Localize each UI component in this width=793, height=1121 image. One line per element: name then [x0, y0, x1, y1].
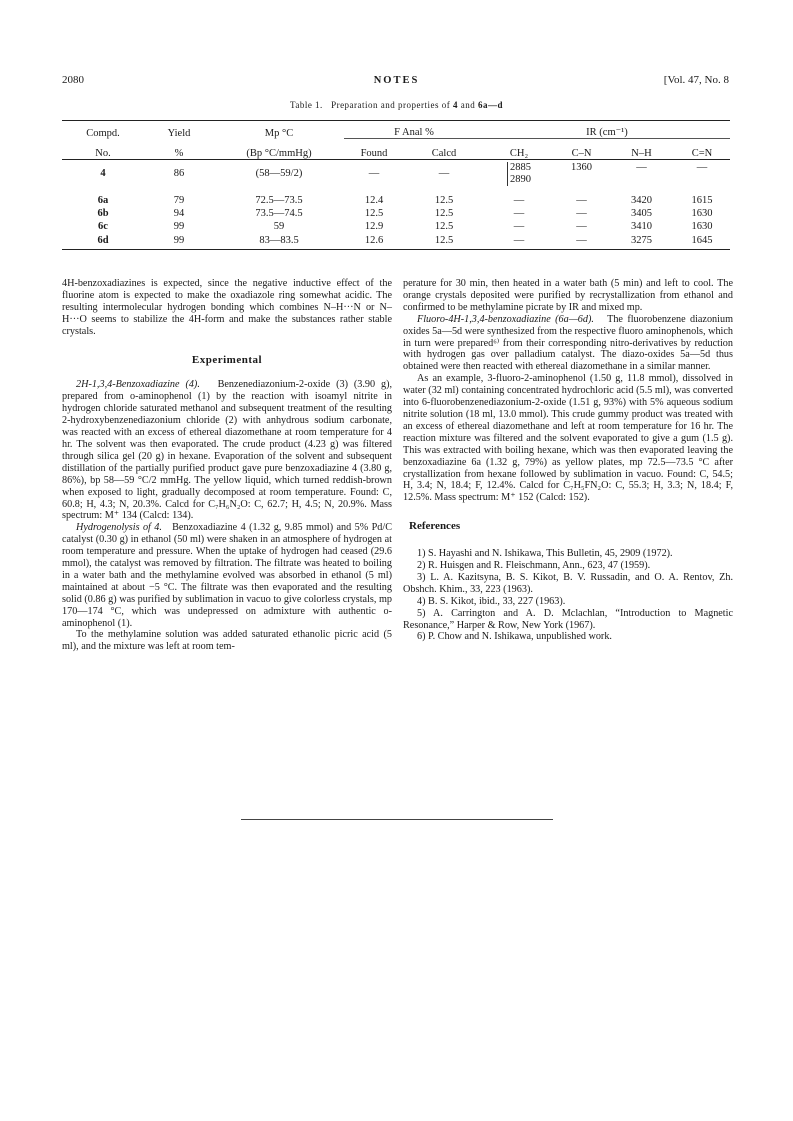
table-caption-compound-2: 6a—d: [478, 100, 504, 110]
volume-info: [Vol. 47, No. 8: [663, 74, 729, 86]
right-column: [403, 278, 733, 643]
reference-item: 2) R. Huisgen and R. Fleischmann, Ann., 623, 47 (1959).: [417, 560, 651, 572]
cell-mp: 83—83.5: [214, 234, 344, 250]
cell-compd: 6a: [97, 195, 109, 207]
table-caption-and: and: [460, 100, 476, 110]
header-c-n-double: C=N: [674, 139, 730, 160]
header-yield: Yield: [144, 121, 214, 139]
running-title: NOTES: [373, 75, 420, 86]
cell-ch2: [484, 160, 554, 187]
cell-nh: 3410: [631, 221, 652, 233]
cell-found: 12.9: [364, 221, 384, 233]
paragraph-hydrogenolysis: [62, 522, 392, 629]
left-column: [62, 278, 392, 653]
cell-mp: (58—59/2): [255, 167, 303, 179]
cell-ch2: —: [484, 234, 554, 250]
cell-yield: 79: [173, 195, 185, 207]
cell-ch2: —: [513, 221, 525, 233]
cell-found: 12.4: [364, 195, 384, 207]
header-mp: Mp °C: [214, 121, 344, 139]
cell-yield: 86: [173, 167, 185, 179]
cell-compd: 4: [100, 167, 106, 179]
cell-cn: 1360: [571, 162, 592, 173]
cell-nh: 3275: [609, 234, 674, 250]
header-yield-unit: %: [144, 139, 214, 160]
header-bp: (Bp °C/mmHg): [214, 139, 344, 160]
paragraph-benzoxadiazine: [62, 379, 392, 522]
cell-cn: —: [554, 234, 609, 250]
header-cn: C–N: [554, 139, 609, 160]
table-caption-text: Preparation and properties of: [331, 100, 451, 110]
paragraph-heading: 2H-1,3,4-Benzoxadiazine (4).: [76, 379, 200, 391]
cell-calcd: 12.5: [434, 221, 454, 233]
header-f-anal: F Anal %: [344, 121, 484, 139]
paragraph-text: Benzenediazonium-2-oxide (3) (3.90 g), prepared from o-aminophenol (1) by the reaction with isoamyl nitrite in hydrogen chloride saturated methanol and subsequent treatment of the resulting 2-hydroxybenzenediazonium chloride (2) with anhydrous sodium carbonate, was reacted with an excess of ethereal diazomethane at room temperature for 4 hr. The solvent was then evaporated. The crude product (4.23 g) was filtered through silica gel (20 g) in hexane. Evaporation of the solvent and subsequent distillation of the partially purified product gave pure benzoxadiazine 4 (3.80 g, 86%), bp 58—59 °C/2 mmHg. The yellow liquid, which turned reddish-brown when exposed to light, gradually decomposed at room temperature. Found: C, 60.8; H, 4.3; N, 20.3%. Calcd for C₇H₆N₂O: C, 62.7; H, 4.5; N, 20.9%. Mass spectrum: M⁺ 134 (Calcd: 134).: [62, 379, 393, 522]
table-row: [62, 207, 730, 220]
cell-c-n-double: 1615: [691, 195, 713, 207]
cell-found: 12.5: [364, 208, 384, 220]
properties-table: [62, 120, 730, 250]
paragraph-fluoro: [403, 314, 733, 374]
cell-compd: 6d: [62, 234, 144, 250]
reference-item: 3) L. A. Kazitsyna, B. S. Kikot, B. V. Russadin, and O. A. Rentov, Zh. Obshch. Khim., 33, 223 (1963).: [403, 571, 733, 595]
cell-ch2: —: [513, 208, 525, 220]
table-row: [62, 194, 730, 207]
table-row: [62, 160, 730, 187]
cell-c-n-double: 1630: [691, 221, 713, 233]
paragraph-text: The fluorobenzene diazonium oxides 5a—5d were synthesized from the respective fluoro aminophenols, which in turn were prepared⁶⁾ from their corresponding nitro-derivatives by reduction with hydrogen gas over palladium catalyst. The diazo-oxides 5a—5d thus obtained were then reacted with ethereal diazomethane in a similar manner.: [403, 313, 733, 373]
table-caption: [0, 100, 793, 110]
cell-cn: —: [576, 221, 587, 233]
intro-paragraph: 4H-benzoxadiazines is expected, since the negative inductive effect of the fluorine atom is expected to make the oxadiazole ring somewhat acidic. The resulting intermolecular hydrogen bonding which combines N–H···N or N–H···O seems to stabilize the 4H-form and make the substances rather stable crystals.: [62, 278, 392, 337]
reference-item: 6) P. Chow and N. Ishikawa, unpublished work.: [417, 631, 612, 643]
cell-yield: 94: [173, 208, 185, 220]
paragraph-continuation: perature for 30 min, then heated in a water bath (5 min) and left to cool. The orange crystals deposited were purified by recrystallization from ethanol and confirmed to be methylamine picrate by IR and mixed mp.: [403, 278, 733, 313]
cell-mp: 59: [273, 221, 285, 233]
header-found: Found: [344, 139, 404, 160]
cell-calcd: 12.5: [434, 195, 454, 207]
paragraph-heading: Fluoro-4H-1,3,4-benzoxadiazine (6a—6d).: [417, 313, 594, 325]
cell-cn: —: [576, 195, 587, 207]
header-ch2: CH₂: [484, 139, 554, 160]
header-no: No.: [62, 139, 144, 160]
page-number: 2080: [62, 74, 84, 86]
paragraph-text: Benzoxadiazine 4 (1.32 g, 9.85 mmol) and 5% Pd/C catalyst (0.30 g) in ethanol (50 ml) were shaken in an atmosphere of hydrogen at room temperature and pressure. When the uptake of hydrogen had ceased (29.6 mmol), the catalyst was removed by filtration. The filtrate was heated to boiling in a water bath and the methylamine evolved was absorbed in ethanol (5 ml) maintained at about −5 °C. The filtrate was then evaporated and the resulting solid (0.86 g) was purified by sublimation in vacuo to give colorless crystals, mp 170—174 °C, which was undepressed on admixture with authentic o-aminophenol (1).: [62, 522, 393, 629]
end-rule: [241, 819, 553, 820]
cell-found: 12.6: [344, 234, 404, 250]
reference-item: 1) S. Hayashi and N. Ishikawa, This Bulletin, 45, 2909 (1972).: [417, 548, 673, 560]
cell-calcd: 12.5: [404, 234, 484, 250]
cell-mp: 73.5—74.5: [255, 208, 303, 220]
cell-compd: 6c: [98, 221, 108, 233]
table-header-row-1: [62, 121, 730, 139]
cell-c-n-double: 1630: [691, 208, 713, 220]
cell-found: —: [368, 167, 380, 179]
section-title-experimental: Experimental: [191, 353, 263, 366]
cell-compd: 6b: [97, 208, 109, 220]
cell-nh: —: [636, 162, 647, 173]
cell-calcd: —: [438, 167, 450, 179]
reference-item: 5) A. Carrington and A. D. Mclachlan, “Introduction to Magnetic Resonance,” Harper & Row, New York (1967).: [403, 607, 733, 631]
paragraph-methylamine: To the methylamine solution was added saturated ethanolic picric acid (5 ml), and the mixture was left at room tem-: [62, 629, 392, 653]
header-calcd: Calcd: [404, 139, 484, 160]
table-caption-compound-1: 4: [453, 100, 459, 110]
header-compd: Compd.: [62, 121, 144, 139]
paragraph-example: As an example, 3-fluoro-2-aminophenol (1.50 g, 11.8 mmol), dissolved in water (32 ml) containing concentrated hydrochloric acid (5.5 ml), was converted into 6-fluorobenzenediazonium-2-oxide (1.51 g, 93%) with 5% aqueous sodium nitrite solution (18 ml, 13.0 mmol). This crude gummy product was treated with an excess of ethereal diazomethane and left at room temperature for 16 hr. The reaction mixture was filtered and the solvent evaporated to give a gum (1.5 g). This was extracted with boiling hexane, which was then evaporated leaving the benzoxadiazine 6a (1.32 g, 79%) as yellow plates, mp 72.5—73.5 °C after crystallization from hexane followed by sublimation in vacuo. Found: C, 54.5; H, 3.4; N, 18.4; F, 12.4%. Calcd for C₇H₅FN₂O: C, 55.3; H, 3.3; N, 18.4; F, 12.5%. Mass spectrum: M⁺ 152 (Calcd: 152).: [403, 373, 733, 504]
paragraph-heading: Hydrogenolysis of 4.: [76, 522, 162, 534]
cell-nh: 3405: [631, 208, 652, 220]
cell-ch2: —: [513, 195, 525, 207]
cell-ch2-a: 2885: [510, 162, 531, 173]
cell-ch2-b: 2890: [510, 174, 531, 185]
table-row: [62, 220, 730, 233]
cell-mp: 72.5—73.5: [255, 195, 303, 207]
table-header-row-2: [62, 139, 730, 160]
table-caption-prefix: Table 1.: [289, 100, 323, 110]
cell-yield: 99: [173, 221, 185, 233]
cell-c-n-double: 1645: [674, 234, 730, 250]
reference-item: 4) B. S. Kikot, ibid., 33, 227 (1963).: [417, 595, 566, 607]
references-list: [403, 548, 733, 643]
cell-cn: —: [576, 208, 587, 220]
header-ir: IR (cm⁻¹): [484, 121, 730, 139]
cell-calcd: 12.5: [434, 208, 454, 220]
cell-yield: 99: [144, 234, 214, 250]
cell-c-n-double: —: [696, 162, 708, 173]
header-nh: N–H: [609, 139, 674, 160]
cell-nh: 3420: [631, 195, 652, 207]
table-row: [62, 234, 730, 250]
references-title: References: [409, 520, 461, 533]
